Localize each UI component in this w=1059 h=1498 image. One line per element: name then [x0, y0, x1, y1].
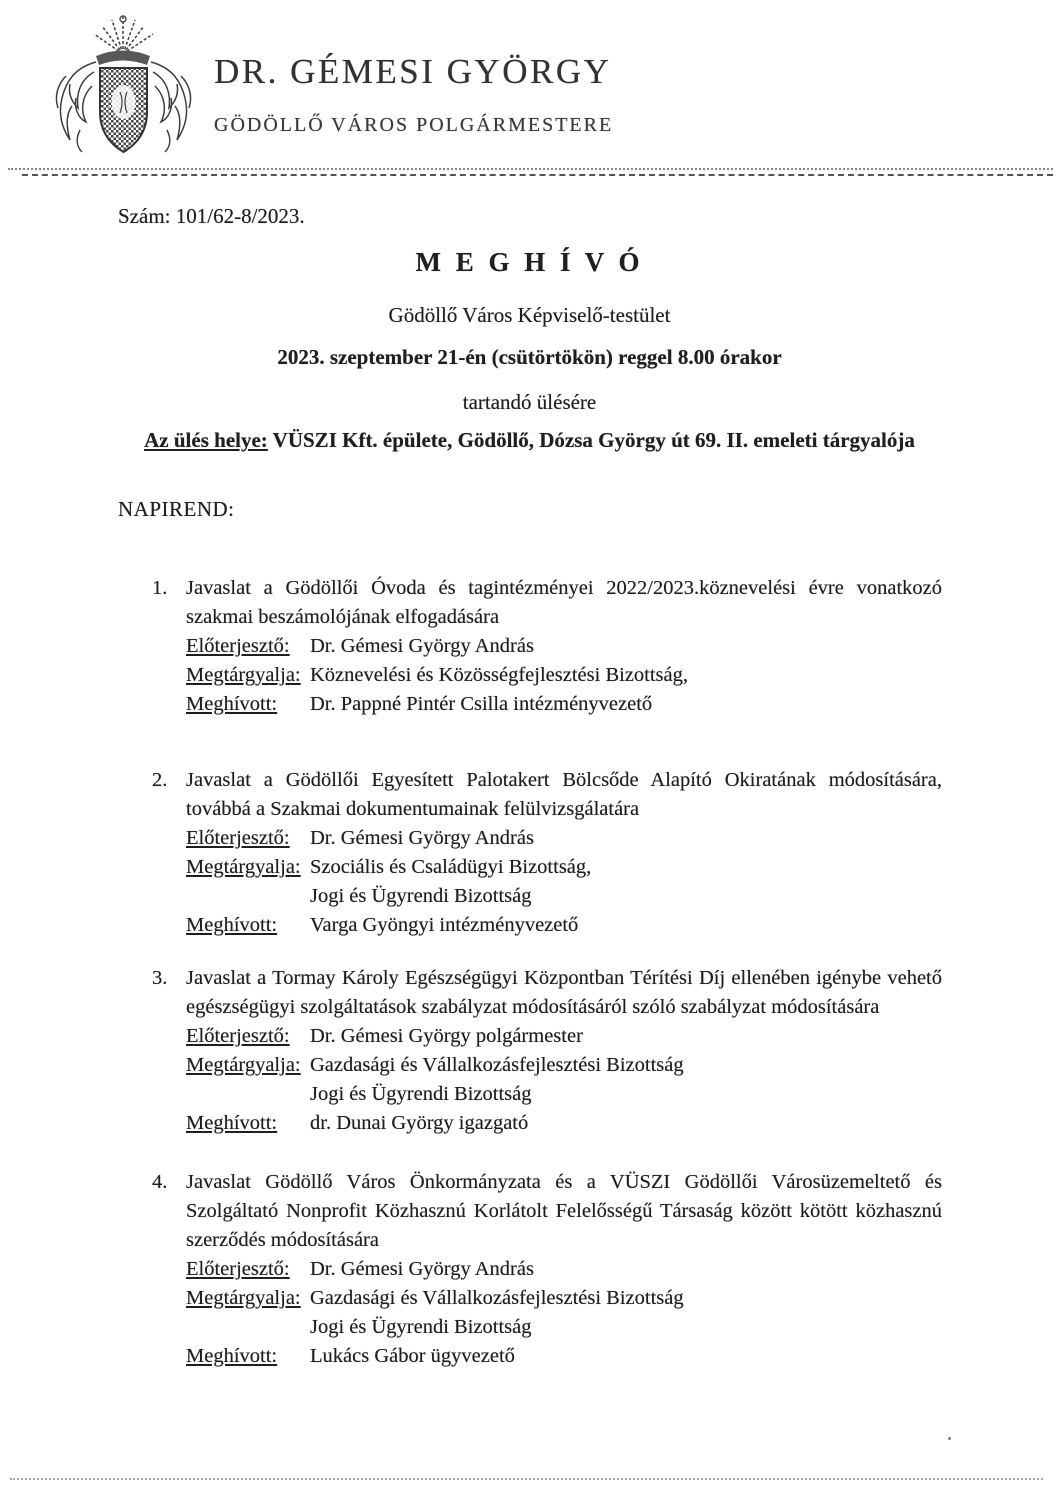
- agenda-item-number: 4.: [152, 1171, 168, 1193]
- agenda-item-number: 1.: [152, 577, 168, 599]
- detail-value: Szociális és Családügyi Bizottság,: [310, 856, 592, 878]
- detail-value: Dr. Gémesi György polgármester: [310, 1025, 583, 1047]
- detail-label: Előterjesztő:: [186, 827, 290, 849]
- date-line: 2023. szeptember 21-én (csütörtökön) reggel 8.00 órakor: [277, 345, 782, 369]
- agenda-detail-row: [186, 690, 942, 719]
- detail-value: Dr. Gémesi György András: [310, 1258, 534, 1280]
- agenda-item-title: Javaslat a Tormay Károly Egészségügyi Központban Térítési Díj ellenében igénybe vehető egészségügyi szolgáltatások szabályzat módosításáról szóló szabályzat módosítására: [186, 967, 942, 1018]
- detail-value: Köznevelési és Közösségfejlesztési Bizottság,: [310, 664, 688, 686]
- reference-value: 101/62-8/2023.: [175, 204, 305, 228]
- agenda-detail-row: [186, 1255, 942, 1284]
- detail-label: Előterjesztő:: [186, 1258, 290, 1280]
- agenda-item-1: [152, 574, 952, 719]
- agenda-detail-row: [186, 1342, 942, 1371]
- reference-number: [118, 204, 305, 229]
- detail-value: dr. Dunai György igazgató: [310, 1112, 529, 1134]
- detail-value: Jogi és Ügyrendi Bizottság: [310, 1083, 532, 1105]
- location-label: Az ülés helye:: [144, 428, 268, 452]
- sender-role: GÖDÖLLŐ VÁROS POLGÁRMESTERE: [214, 114, 614, 136]
- agenda-item-4: [152, 1168, 952, 1371]
- detail-value: Jogi és Ügyrendi Bizottság: [310, 1316, 532, 1338]
- detail-value: Gazdasági és Vállalkozásfejlesztési Bizottság: [310, 1054, 684, 1076]
- agenda-detail-row: [186, 1051, 942, 1080]
- agenda-item-2: [152, 766, 952, 940]
- detail-label: [186, 882, 310, 911]
- agenda-list: [152, 574, 952, 1371]
- coat-of-arms-icon: [36, 10, 211, 162]
- agenda-detail-row: [186, 1080, 942, 1109]
- detail-label: Meghívott:: [186, 1345, 278, 1367]
- sender-name: DR. GÉMESI GYÖRGY: [214, 52, 612, 91]
- agenda-detail-row: [186, 1022, 942, 1051]
- detail-label: [186, 1313, 310, 1342]
- detail-label: Meghívott:: [186, 693, 278, 715]
- detail-value: Dr. Gémesi György András: [310, 635, 534, 657]
- detail-value: Gazdasági és Vállalkozásfejlesztési Bizottság: [310, 1287, 684, 1309]
- agenda-detail-row: [186, 1313, 942, 1342]
- agenda-item-3: [152, 964, 952, 1138]
- detail-label: Előterjesztő:: [186, 1025, 290, 1047]
- detail-label: Megtárgyalja:: [186, 856, 301, 878]
- agenda-heading: NAPIREND:: [118, 497, 235, 521]
- detail-label: Megtárgyalja:: [186, 664, 301, 686]
- agenda-detail-row: [186, 824, 942, 853]
- location-line: [0, 428, 1059, 453]
- agenda-detail-row: [186, 632, 942, 661]
- agenda-detail-row: [186, 911, 942, 940]
- detail-value: Dr. Gémesi György András: [310, 827, 534, 849]
- scan-artifact-line: [10, 1478, 1043, 1480]
- agenda-detail-row: [186, 853, 942, 882]
- detail-value: Dr. Pappné Pintér Csilla intézményvezető: [310, 693, 653, 715]
- agenda-item-title: Javaslat Gödöllő Város Önkormányzata és a VÜSZI Gödöllői Városüzemeltető és Szolgáltató Nonprofit Közhasznú Korlátolt Felelősségű Társaság között kötött közhasznú szerződés módosítására: [186, 1171, 942, 1251]
- meeting-line: tartandó ülésére: [462, 390, 597, 414]
- agenda-detail-row: [186, 1109, 942, 1138]
- detail-label: Megtárgyalja:: [186, 1054, 301, 1076]
- detail-label: Előterjesztő:: [186, 635, 290, 657]
- agenda-item-number: 3.: [152, 967, 168, 989]
- reference-label: Szám:: [118, 204, 171, 228]
- agenda-detail-row: [186, 661, 942, 690]
- agenda-item-title: Javaslat a Gödöllői Óvoda és tagintézményei 2022/2023.köznevelési évre vonatkozó szakmai beszámolójának elfogadására: [186, 577, 942, 628]
- location-value: VÜSZI Kft. épülete, Gödöllő, Dózsa György út 69. II. emeleti tárgyalója: [272, 428, 915, 452]
- agenda-detail-row: [186, 1284, 942, 1313]
- document-title: M E G H Í V Ó: [415, 247, 644, 277]
- council-line: Gödöllő Város Képviselő-testület: [388, 303, 671, 327]
- detail-label: Meghívott:: [186, 1112, 278, 1134]
- detail-value: Jogi és Ügyrendi Bizottság: [310, 885, 532, 907]
- agenda-item-number: 2.: [152, 769, 168, 791]
- agenda-item-title: Javaslat a Gödöllői Egyesített Palotakert Bölcsőde Alapító Okiratának módosítására, továbbá a Szakmai dokumentumainak felülvizsgálatára: [186, 769, 942, 820]
- detail-label: [186, 1080, 310, 1109]
- agenda-detail-row: [186, 882, 942, 911]
- detail-value: Lukács Gábor ügyvezető: [310, 1345, 515, 1367]
- detail-value: Varga Gyöngyi intézményvezető: [310, 914, 579, 936]
- header-separator-line: [8, 166, 1053, 178]
- detail-label: Meghívott:: [186, 914, 278, 936]
- scan-artifact-dot: [948, 1437, 951, 1440]
- detail-label: Megtárgyalja:: [186, 1287, 301, 1309]
